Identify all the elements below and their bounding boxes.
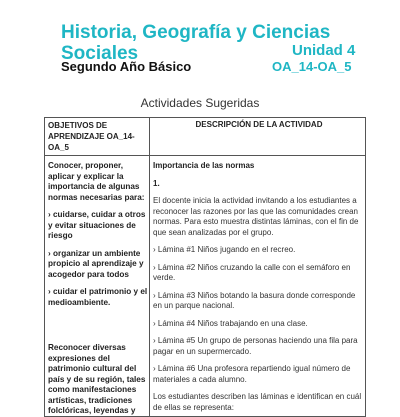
activities-table — [44, 117, 366, 417]
document-title: Historia, Geografía y Ciencias Sociales — [61, 22, 331, 64]
activity-paragraph: › Lámina #3 Niños botando la basura donde corresponde en un parque nacional. — [153, 290, 356, 310]
column-divider — [149, 118, 150, 416]
activity-paragraph: El docente inicia la actividad invitando a los estudiantes a reconocer las razones por las que las comunidades crean normas. Para esto muestra distintas láminas, con el fin de que sean analizadas por el grupo. — [153, 196, 359, 237]
objective-text: › cuidarse, cuidar a otros y evitar situaciones de riesgo — [48, 210, 146, 240]
objectives-column-header: OBJETIVOS DE APRENDIZAJE OA_14-OA_5 — [48, 121, 135, 152]
objective-text: › cuidar el patrimonio y el medioambiente. — [48, 287, 148, 307]
objective-text: › organizar un ambiente propicio al aprendizaje y acogedor para todos — [48, 248, 144, 279]
objective-text: Conocer, proponer, aplicar y explicar la importancia de algunas normas necesarias para: — [48, 161, 145, 202]
unit-label: Unidad 4 — [292, 42, 356, 59]
description-column-header: DESCRIPCIÓN DE LA ACTIVIDAD — [195, 120, 323, 129]
section-title: Actividades Sugeridas — [140, 96, 260, 110]
objectives-cell — [48, 161, 148, 417]
activity-paragraph: › Lámina #1 Niños jugando en el recreo. — [153, 245, 296, 254]
objective-code: OA_14-OA_5 — [272, 59, 352, 74]
activity-number: 1. — [153, 178, 160, 188]
activity-paragraph: › Lámina #2 Niños cruzando la calle con el semáforo en verde. — [153, 262, 351, 282]
description-cell — [153, 161, 364, 417]
activity-paragraph: › Lámina #4 Niños trabajando en una clase. — [153, 318, 308, 328]
activity-paragraph: › Lámina #5 Un grupo de personas haciendo una fila para pagar en un supermercado. — [153, 336, 358, 356]
grade-label: Segundo Año Básico — [61, 59, 192, 74]
activity-paragraph: Los estudiantes describen las láminas e identifican en cuál de ellas se representa: — [153, 392, 362, 412]
table-header — [45, 118, 365, 156]
objective-text: Reconocer diversas expresiones del patrimonio cultural del país y de su región, tales como manifestaciones artísticas, tradiciones folclóricas, leyendas y — [48, 343, 146, 415]
activity-title: Importancia de las normas — [153, 161, 255, 170]
activity-paragraph: › Lámina #6 Una profesora repartiendo igual número de materiales a cada alumno. — [153, 364, 351, 384]
